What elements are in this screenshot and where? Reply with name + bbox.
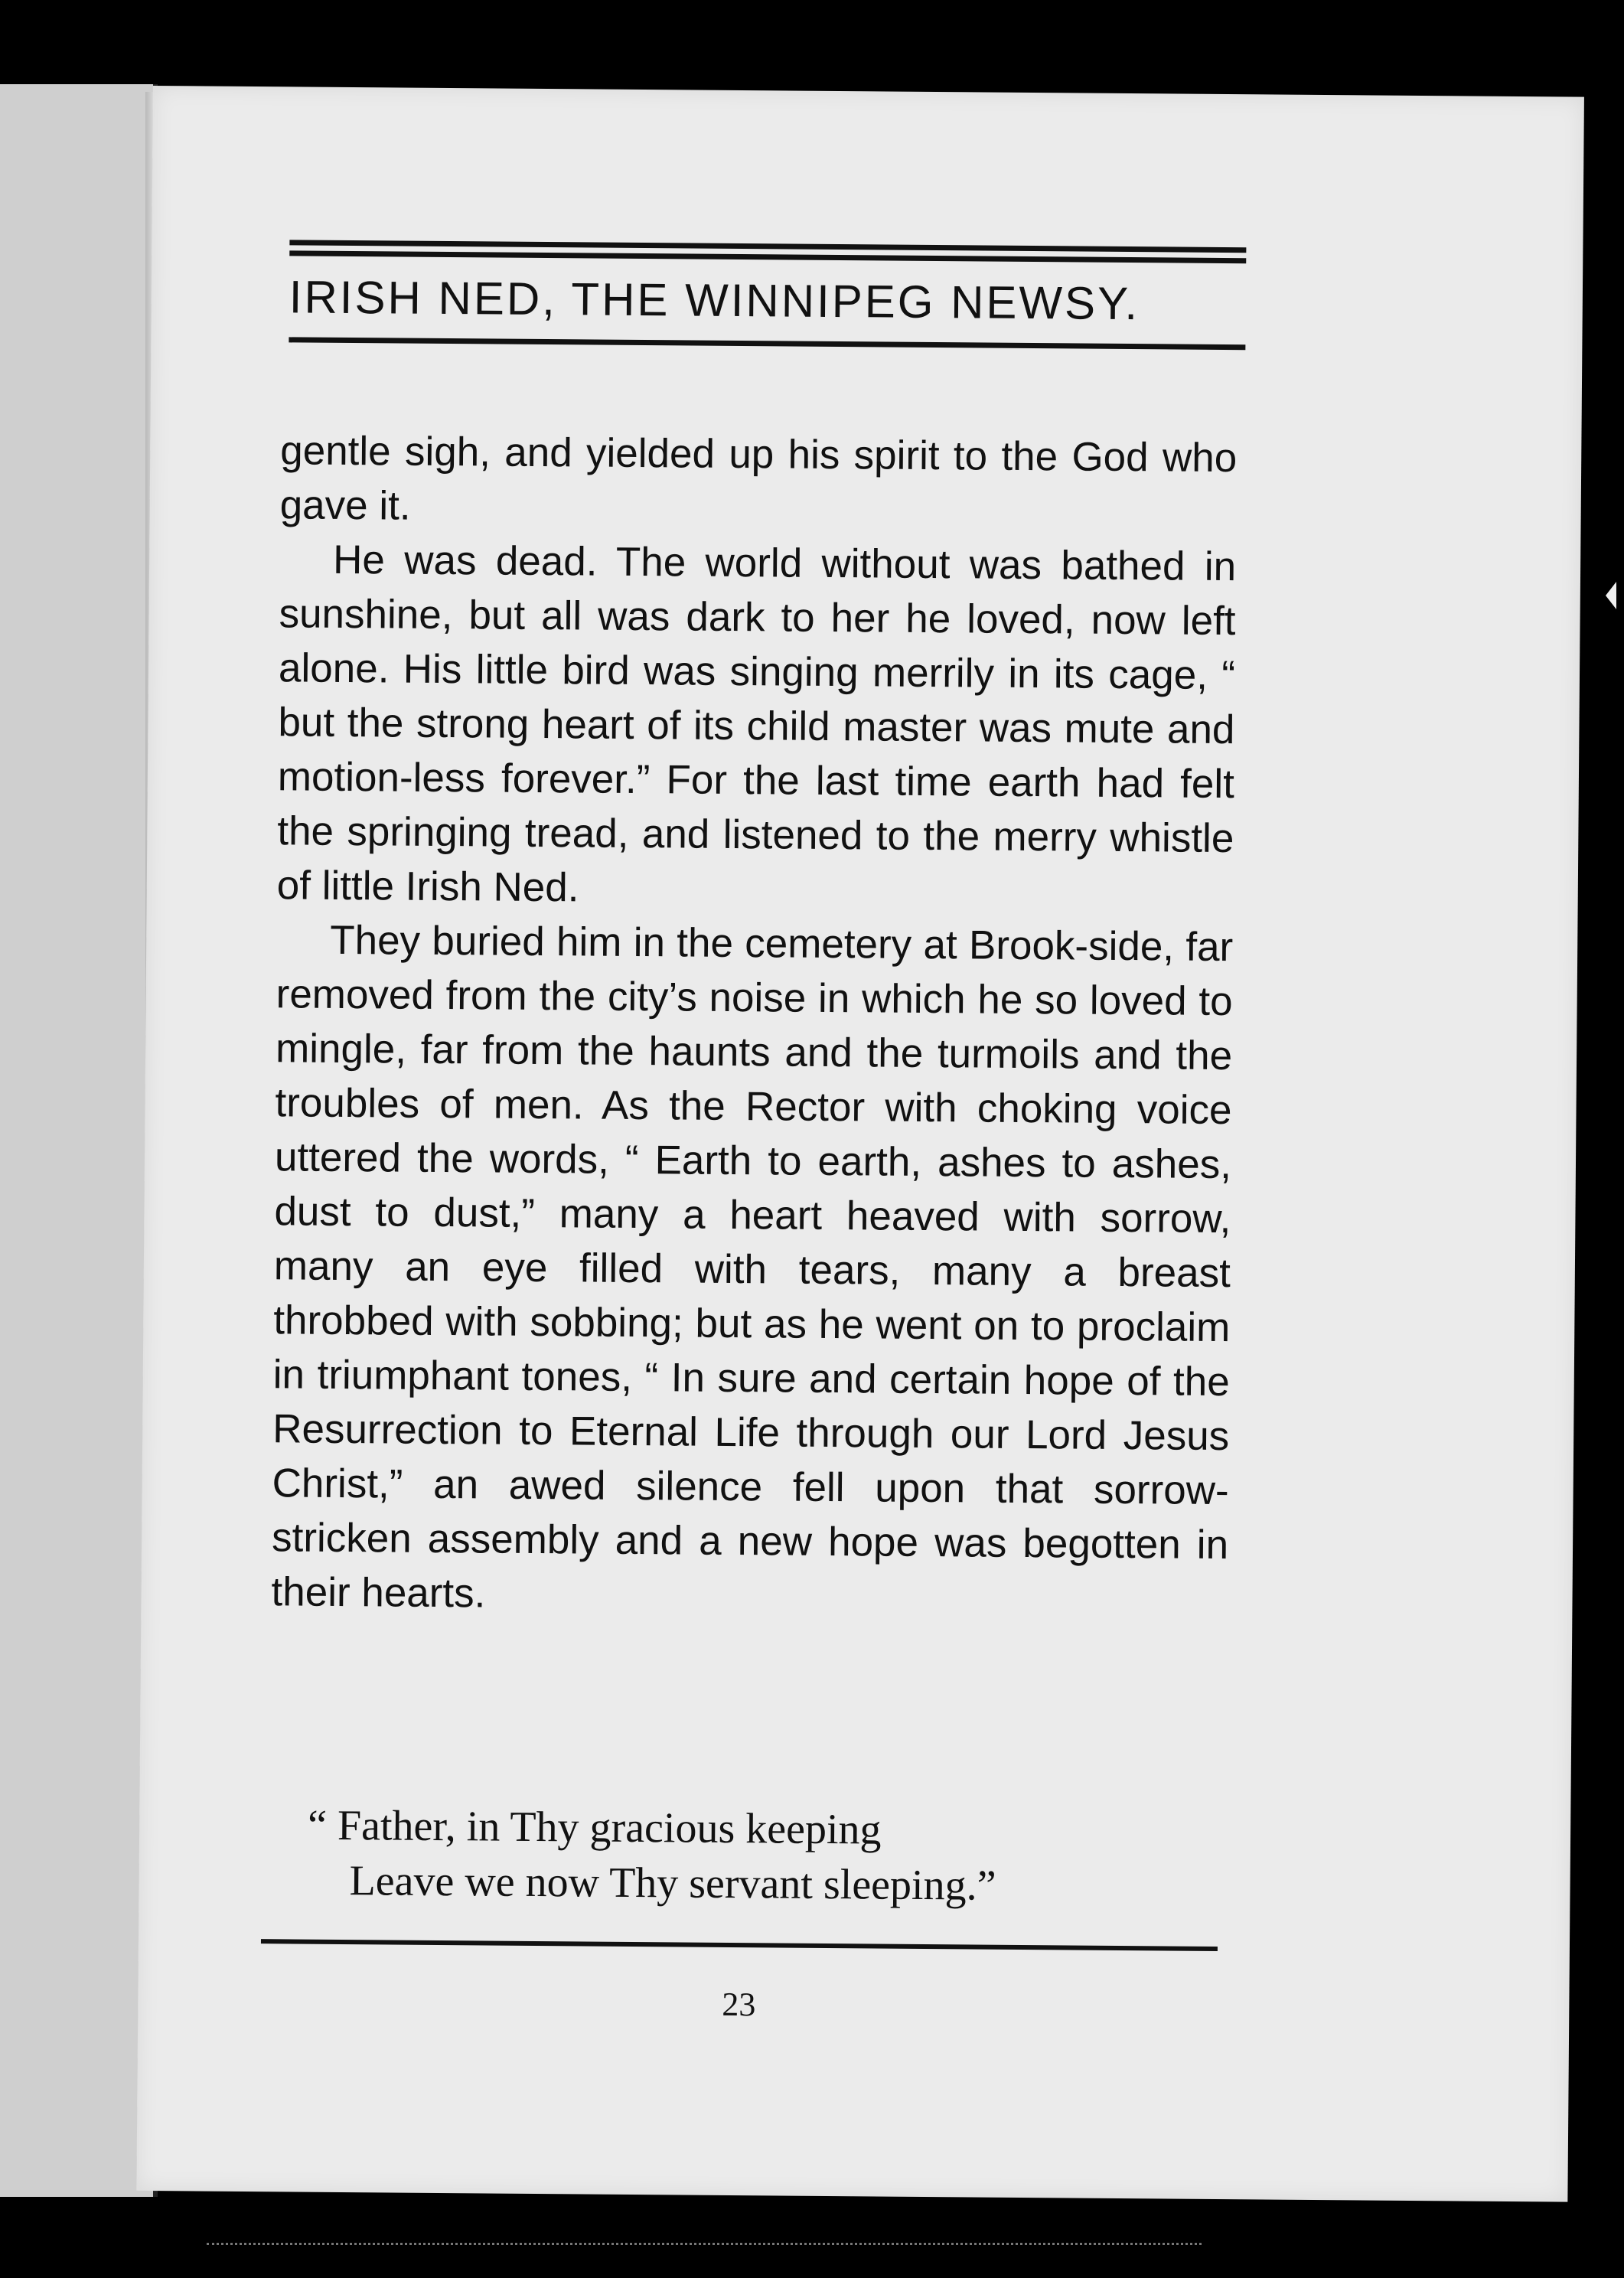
footer-rule xyxy=(261,1939,1218,1951)
page-number: 23 xyxy=(722,1985,756,2024)
book-page xyxy=(136,86,1584,2202)
paragraph: He was dead. The world without was bathed in sunshine, but all was dark to her he loved, now left alone. His little bird was singing merrily in its cage, “ but the strong heart of its child master was mute and motion-less forever.” For the last time earth had felt the springing tread, and listened to the merry whistle of little Irish Ned. xyxy=(276,537,1237,911)
verse-line: Leave we now Thy servant sleeping.” xyxy=(349,1857,996,1910)
running-head: IRISH NED, THE WINNIPEG NEWSY. xyxy=(289,271,1140,330)
page-header xyxy=(289,240,1246,350)
scan-specks xyxy=(207,2243,1202,2253)
paragraph: They buried him in the cemetery at Brook-side, far removed from the city’s noise in which he so loved to mingle, far from the haunts and the turmoils and the troubles of men. As the Rector with choking voice uttered the words, “ Earth to earth, ashes to ashes, dust to dust,” many a heart heaved with sorrow, many an eye filled with tears, many a breast throbbed with sobbing; but as he went on to proclaim in triumphant tones, “ In sure and certain hope of the Resurrection to Eternal Life through our Lord Jesus Christ,” an awed silence fell upon that sorrow-stricken assembly and a new hope was begotten in their hearts. xyxy=(271,917,1234,1617)
body-text xyxy=(271,423,1237,1627)
header-double-rule xyxy=(289,240,1246,263)
header-rule xyxy=(289,337,1245,350)
facing-page xyxy=(0,84,158,2197)
page-edge-mark xyxy=(1606,582,1616,609)
verse-quote xyxy=(307,1798,1150,1915)
verse-line: “ Father, in Thy gracious keeping xyxy=(307,1801,882,1854)
paragraph-continued: gentle sigh, and yielded up his spirit to the God who gave it. xyxy=(279,428,1238,529)
